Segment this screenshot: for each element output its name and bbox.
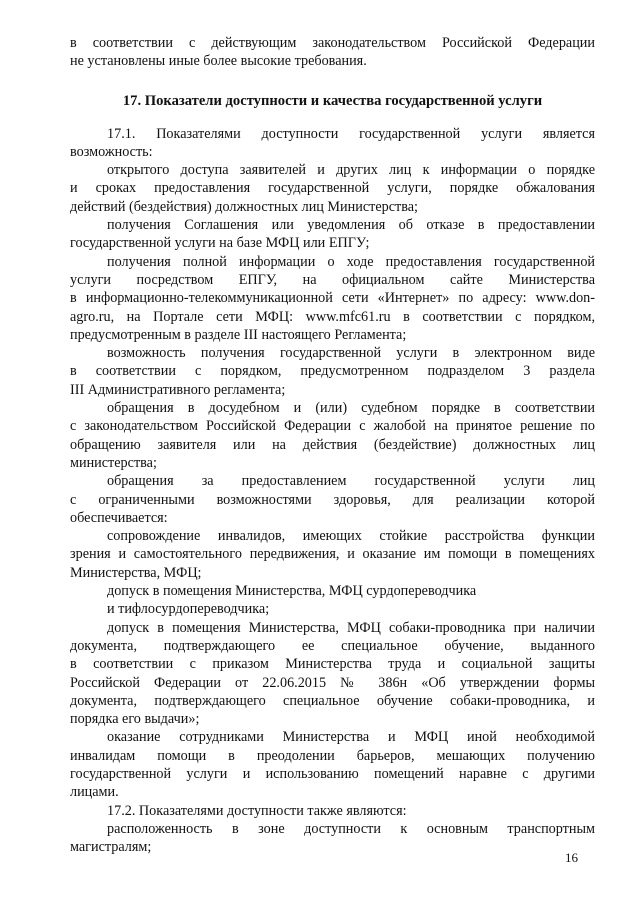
text-line: открытого доступа заявителей и других лиц к информации о порядке xyxy=(107,162,595,179)
text-line: и сроках предоставления государственной услуги, порядке обжалования xyxy=(70,180,595,197)
text-line: в соответствии с порядком, предусмотренном подразделом 3 раздела xyxy=(70,363,595,380)
text-line: обращения в досудебном и (или) судебном порядке в соответствии xyxy=(107,400,595,417)
text-line: допуск в помещения Министерства, МФЦ сурдопереводчика xyxy=(107,583,477,600)
text-line: Российской Федерации от 22.06.2015 № 386н «Об утверждении формы xyxy=(70,674,595,691)
text-line: услуги посредством ЕПГУ, на официальном сайте Министерства xyxy=(70,271,595,288)
text-line: государственной услуги на базе МФЦ или ЕПГУ; xyxy=(70,235,370,252)
intro-line: не установлены иные более высокие требования. xyxy=(70,53,367,70)
text-line: лицами. xyxy=(70,784,119,801)
text-line: допуск в помещения Министерства, МФЦ собаки-проводника при наличии xyxy=(107,619,595,636)
text-line: с законодательством Российской Федерации с жалобой на принятое решение по xyxy=(70,418,595,435)
text-line: документа, подтверждающего ее специальное обучение, выданного xyxy=(70,637,595,654)
text-line: с ограниченными возможностями здоровья, для реализации которой xyxy=(70,491,595,508)
text-line: и тифлосурдопереводчика; xyxy=(107,601,270,618)
text-line: возможность: xyxy=(70,143,153,160)
text-line: магистралям; xyxy=(70,839,152,856)
text-line: действий (бездействия) должностных лиц Министерства; xyxy=(70,198,418,215)
text-line: обеспечивается: xyxy=(70,509,168,526)
text-line: получения Соглашения или уведомления об отказе в предоставлении xyxy=(107,217,595,234)
text-line: предусмотренным в разделе III настоящего Регламента; xyxy=(70,326,407,343)
section-heading: 17. Показатели доступности и качества государственной услуги xyxy=(122,92,543,109)
text-line: обращению заявителя или на действия (бездействие) должностных лиц xyxy=(70,436,595,453)
text-line: Министерства, МФЦ; xyxy=(70,564,202,581)
text-line: документа, подтверждающего специальное обучение собаки-проводника, и xyxy=(70,692,595,709)
document-page xyxy=(70,34,595,856)
text-line: государственной услуги и использованию помещений наравне с другими xyxy=(70,765,595,782)
text-line: инвалидам помощи в преодолении барьеров, мешающих получению xyxy=(70,747,595,764)
text-line: обращения за предоставлением государственной услуги лиц xyxy=(107,473,595,490)
text-line: оказание сотрудниками Министерства и МФЦ иной необходимой xyxy=(107,729,595,746)
text-line: 17.1. Показателями доступности государственной услуги является xyxy=(107,125,595,142)
text-line: сопровождение инвалидов, имеющих стойкие расстройства функции xyxy=(107,528,595,545)
section-body xyxy=(70,125,595,857)
text-line: в информационно-телекоммуникационной сети «Интернет» по адресу: www.don- xyxy=(70,290,595,307)
text-line: министерства; xyxy=(70,454,157,471)
text-line: расположенность в зоне доступности к основным транспортным xyxy=(107,820,595,837)
text-line: 17.2. Показателями доступности также являются: xyxy=(107,802,407,819)
text-line: agro.ru, на Портале сети МФЦ: www.mfc61.ru в соответствии с порядком, xyxy=(70,308,595,325)
text-line: порядка его выдачи»; xyxy=(70,711,200,728)
text-line: зрения и самостоятельного передвижения, и оказание им помощи в помещениях xyxy=(70,546,595,563)
text-line: в соответствии с приказом Министерства труда и социальной защиты xyxy=(70,656,595,673)
text-line: получения полной информации о ходе предоставления государственной xyxy=(107,253,595,270)
page-number: 16 xyxy=(565,850,578,865)
text-line: возможность получения государственной услуги в электронном виде xyxy=(107,345,595,362)
intro-line: в соответствии с действующим законодательством Российской Федерации xyxy=(70,35,595,51)
text-line: III Административного регламента; xyxy=(70,381,286,398)
